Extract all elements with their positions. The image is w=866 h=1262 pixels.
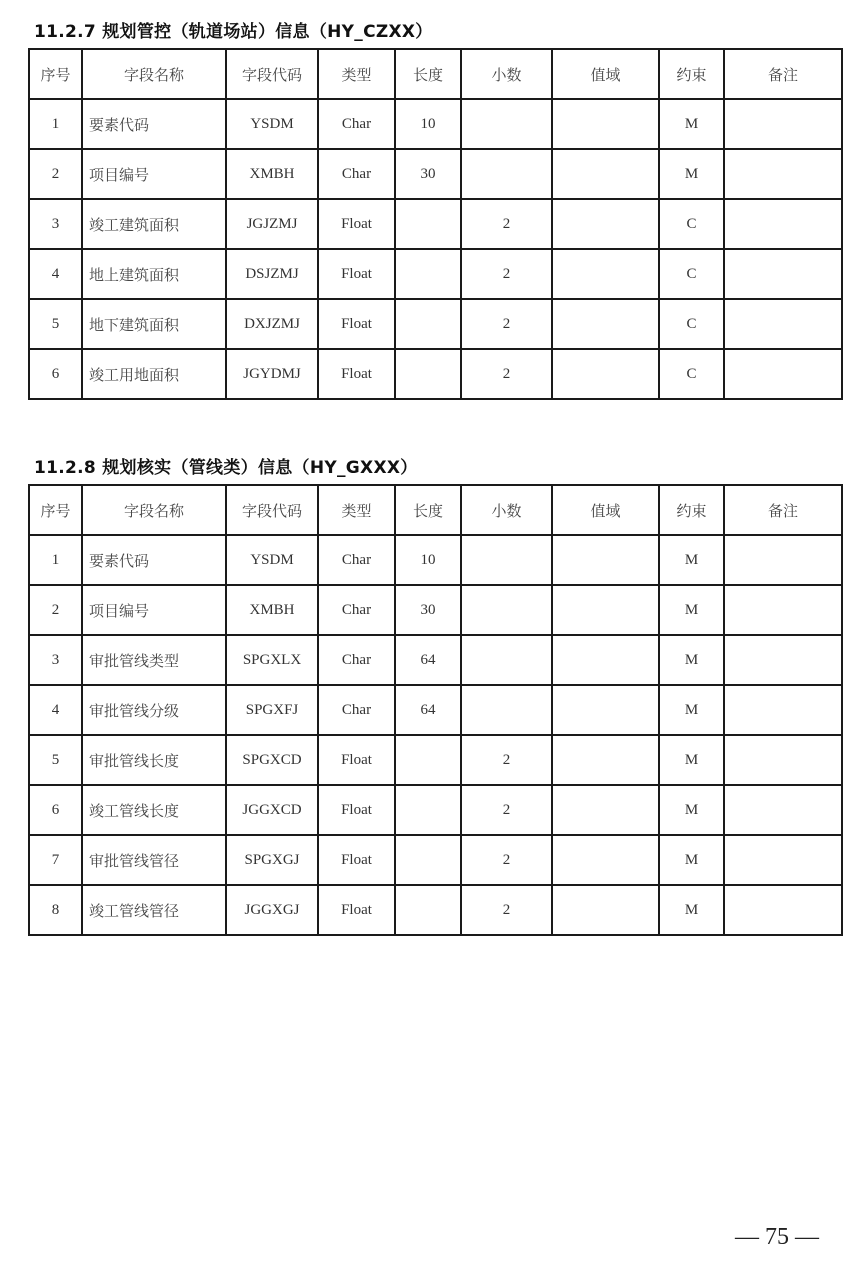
cell-length [395, 785, 461, 835]
cell-remark [724, 685, 842, 735]
cell-remark [724, 149, 842, 199]
cell-remark [724, 249, 842, 299]
cell-type: Char [318, 685, 395, 735]
cell-type: Float [318, 349, 395, 399]
cell-constraint: M [659, 535, 724, 585]
header-decimal: 小数 [461, 485, 552, 535]
cell-code: XMBH [226, 149, 318, 199]
cell-type: Float [318, 199, 395, 249]
cell-type: Float [318, 249, 395, 299]
cell-length: 30 [395, 149, 461, 199]
cell-code: YSDM [226, 99, 318, 149]
table-row [29, 535, 842, 585]
cell-no: 4 [29, 249, 82, 299]
cell-name: 要素代码 [82, 99, 226, 149]
page-number: — 75 — [735, 1224, 819, 1250]
cell-remark [724, 99, 842, 149]
header-remark: 备注 [724, 49, 842, 99]
cell-code: SPGXLX [226, 635, 318, 685]
cell-domain [552, 835, 659, 885]
header-no: 序号 [29, 49, 82, 99]
cell-constraint: M [659, 835, 724, 885]
cell-decimal: 2 [461, 349, 552, 399]
cell-no: 6 [29, 349, 82, 399]
cell-no: 2 [29, 149, 82, 199]
header-domain: 值域 [552, 49, 659, 99]
table-row [29, 249, 842, 299]
cell-remark [724, 735, 842, 785]
cell-constraint: C [659, 349, 724, 399]
cell-code: JGGXGJ [226, 885, 318, 935]
cell-decimal [461, 99, 552, 149]
cell-no: 5 [29, 299, 82, 349]
cell-decimal: 2 [461, 249, 552, 299]
cell-name: 项目编号 [82, 149, 226, 199]
cell-constraint: M [659, 635, 724, 685]
header-constraint: 约束 [659, 49, 724, 99]
cell-type: Float [318, 735, 395, 785]
header-type: 类型 [318, 485, 395, 535]
table-row [29, 735, 842, 785]
cell-no: 1 [29, 99, 82, 149]
cell-remark [724, 885, 842, 935]
cell-constraint: M [659, 735, 724, 785]
cell-constraint: M [659, 785, 724, 835]
cell-name: 审批管线管径 [82, 835, 226, 885]
cell-no: 3 [29, 635, 82, 685]
cell-type: Float [318, 835, 395, 885]
cell-constraint: C [659, 199, 724, 249]
cell-constraint: C [659, 249, 724, 299]
cell-name: 地上建筑面积 [82, 249, 226, 299]
cell-remark [724, 785, 842, 835]
cell-remark [724, 585, 842, 635]
cell-name: 地下建筑面积 [82, 299, 226, 349]
cell-name: 审批管线长度 [82, 735, 226, 785]
table-row [29, 99, 842, 149]
header-no: 序号 [29, 485, 82, 535]
cell-domain [552, 199, 659, 249]
cell-name: 竣工建筑面积 [82, 199, 226, 249]
cell-remark [724, 349, 842, 399]
cell-constraint: M [659, 149, 724, 199]
cell-constraint: M [659, 99, 724, 149]
cell-domain [552, 685, 659, 735]
cell-code: SPGXCD [226, 735, 318, 785]
cell-type: Char [318, 635, 395, 685]
cell-decimal [461, 585, 552, 635]
cell-type: Char [318, 99, 395, 149]
cell-domain [552, 299, 659, 349]
cell-no: 3 [29, 199, 82, 249]
cell-constraint: M [659, 885, 724, 935]
cell-length [395, 199, 461, 249]
section-title-hy-gxxx: 11.2.8 规划核实（管线类）信息（HY_GXXX） [34, 458, 418, 478]
header-field-name: 字段名称 [82, 49, 226, 99]
table-header-row [29, 49, 842, 99]
header-constraint: 约束 [659, 485, 724, 535]
header-decimal: 小数 [461, 49, 552, 99]
cell-length: 10 [395, 535, 461, 585]
cell-length: 30 [395, 585, 461, 635]
header-field-code: 字段代码 [226, 49, 318, 99]
cell-code: SPGXFJ [226, 685, 318, 735]
cell-decimal: 2 [461, 785, 552, 835]
cell-decimal [461, 535, 552, 585]
cell-code: DSJZMJ [226, 249, 318, 299]
cell-length: 10 [395, 99, 461, 149]
header-domain: 值域 [552, 485, 659, 535]
cell-code: SPGXGJ [226, 835, 318, 885]
cell-length [395, 835, 461, 885]
cell-type: Char [318, 535, 395, 585]
table-row [29, 635, 842, 685]
cell-name: 竣工管线长度 [82, 785, 226, 835]
section-title-hy-czxx: 11.2.7 规划管控（轨道场站）信息（HY_CZXX） [34, 22, 433, 42]
cell-name: 要素代码 [82, 535, 226, 585]
cell-remark [724, 199, 842, 249]
cell-no: 7 [29, 835, 82, 885]
cell-domain [552, 249, 659, 299]
cell-decimal: 2 [461, 299, 552, 349]
cell-no: 6 [29, 785, 82, 835]
header-field-name: 字段名称 [82, 485, 226, 535]
cell-domain [552, 535, 659, 585]
cell-remark [724, 535, 842, 585]
cell-length [395, 735, 461, 785]
table-row [29, 299, 842, 349]
header-field-code: 字段代码 [226, 485, 318, 535]
cell-domain [552, 149, 659, 199]
cell-type: Float [318, 785, 395, 835]
cell-decimal: 2 [461, 199, 552, 249]
cell-domain [552, 349, 659, 399]
cell-remark [724, 299, 842, 349]
cell-name: 竣工用地面积 [82, 349, 226, 399]
cell-code: DXJZMJ [226, 299, 318, 349]
cell-length: 64 [395, 685, 461, 735]
cell-no: 8 [29, 885, 82, 935]
header-length: 长度 [395, 49, 461, 99]
cell-no: 1 [29, 535, 82, 585]
cell-type: Char [318, 149, 395, 199]
cell-domain [552, 635, 659, 685]
cell-decimal: 2 [461, 735, 552, 785]
cell-decimal [461, 685, 552, 735]
table-row [29, 349, 842, 399]
cell-length [395, 349, 461, 399]
cell-type: Float [318, 299, 395, 349]
cell-domain [552, 735, 659, 785]
cell-constraint: C [659, 299, 724, 349]
cell-domain [552, 99, 659, 149]
header-length: 长度 [395, 485, 461, 535]
cell-code: JGJZMJ [226, 199, 318, 249]
table-row [29, 585, 842, 635]
table-row [29, 199, 842, 249]
cell-length [395, 299, 461, 349]
cell-no: 5 [29, 735, 82, 785]
cell-domain [552, 885, 659, 935]
cell-name: 项目编号 [82, 585, 226, 635]
cell-remark [724, 635, 842, 685]
header-remark: 备注 [724, 485, 842, 535]
cell-no: 2 [29, 585, 82, 635]
table-row [29, 685, 842, 735]
table-row [29, 835, 842, 885]
cell-type: Char [318, 585, 395, 635]
cell-length [395, 885, 461, 935]
cell-code: YSDM [226, 535, 318, 585]
cell-type: Float [318, 885, 395, 935]
cell-decimal: 2 [461, 835, 552, 885]
table-hy-czxx [28, 48, 843, 400]
cell-no: 4 [29, 685, 82, 735]
cell-code: JGYDMJ [226, 349, 318, 399]
cell-domain [552, 785, 659, 835]
table-header-row [29, 485, 842, 535]
cell-name: 竣工管线管径 [82, 885, 226, 935]
cell-remark [724, 835, 842, 885]
header-type: 类型 [318, 49, 395, 99]
cell-constraint: M [659, 585, 724, 635]
table-row [29, 785, 842, 835]
table-row [29, 885, 842, 935]
cell-name: 审批管线类型 [82, 635, 226, 685]
cell-length [395, 249, 461, 299]
cell-decimal [461, 149, 552, 199]
cell-length: 64 [395, 635, 461, 685]
cell-decimal: 2 [461, 885, 552, 935]
cell-domain [552, 585, 659, 635]
table-row [29, 149, 842, 199]
cell-constraint: M [659, 685, 724, 735]
cell-code: XMBH [226, 585, 318, 635]
cell-code: JGGXCD [226, 785, 318, 835]
table-hy-gxxx [28, 484, 843, 936]
cell-name: 审批管线分级 [82, 685, 226, 735]
cell-decimal [461, 635, 552, 685]
